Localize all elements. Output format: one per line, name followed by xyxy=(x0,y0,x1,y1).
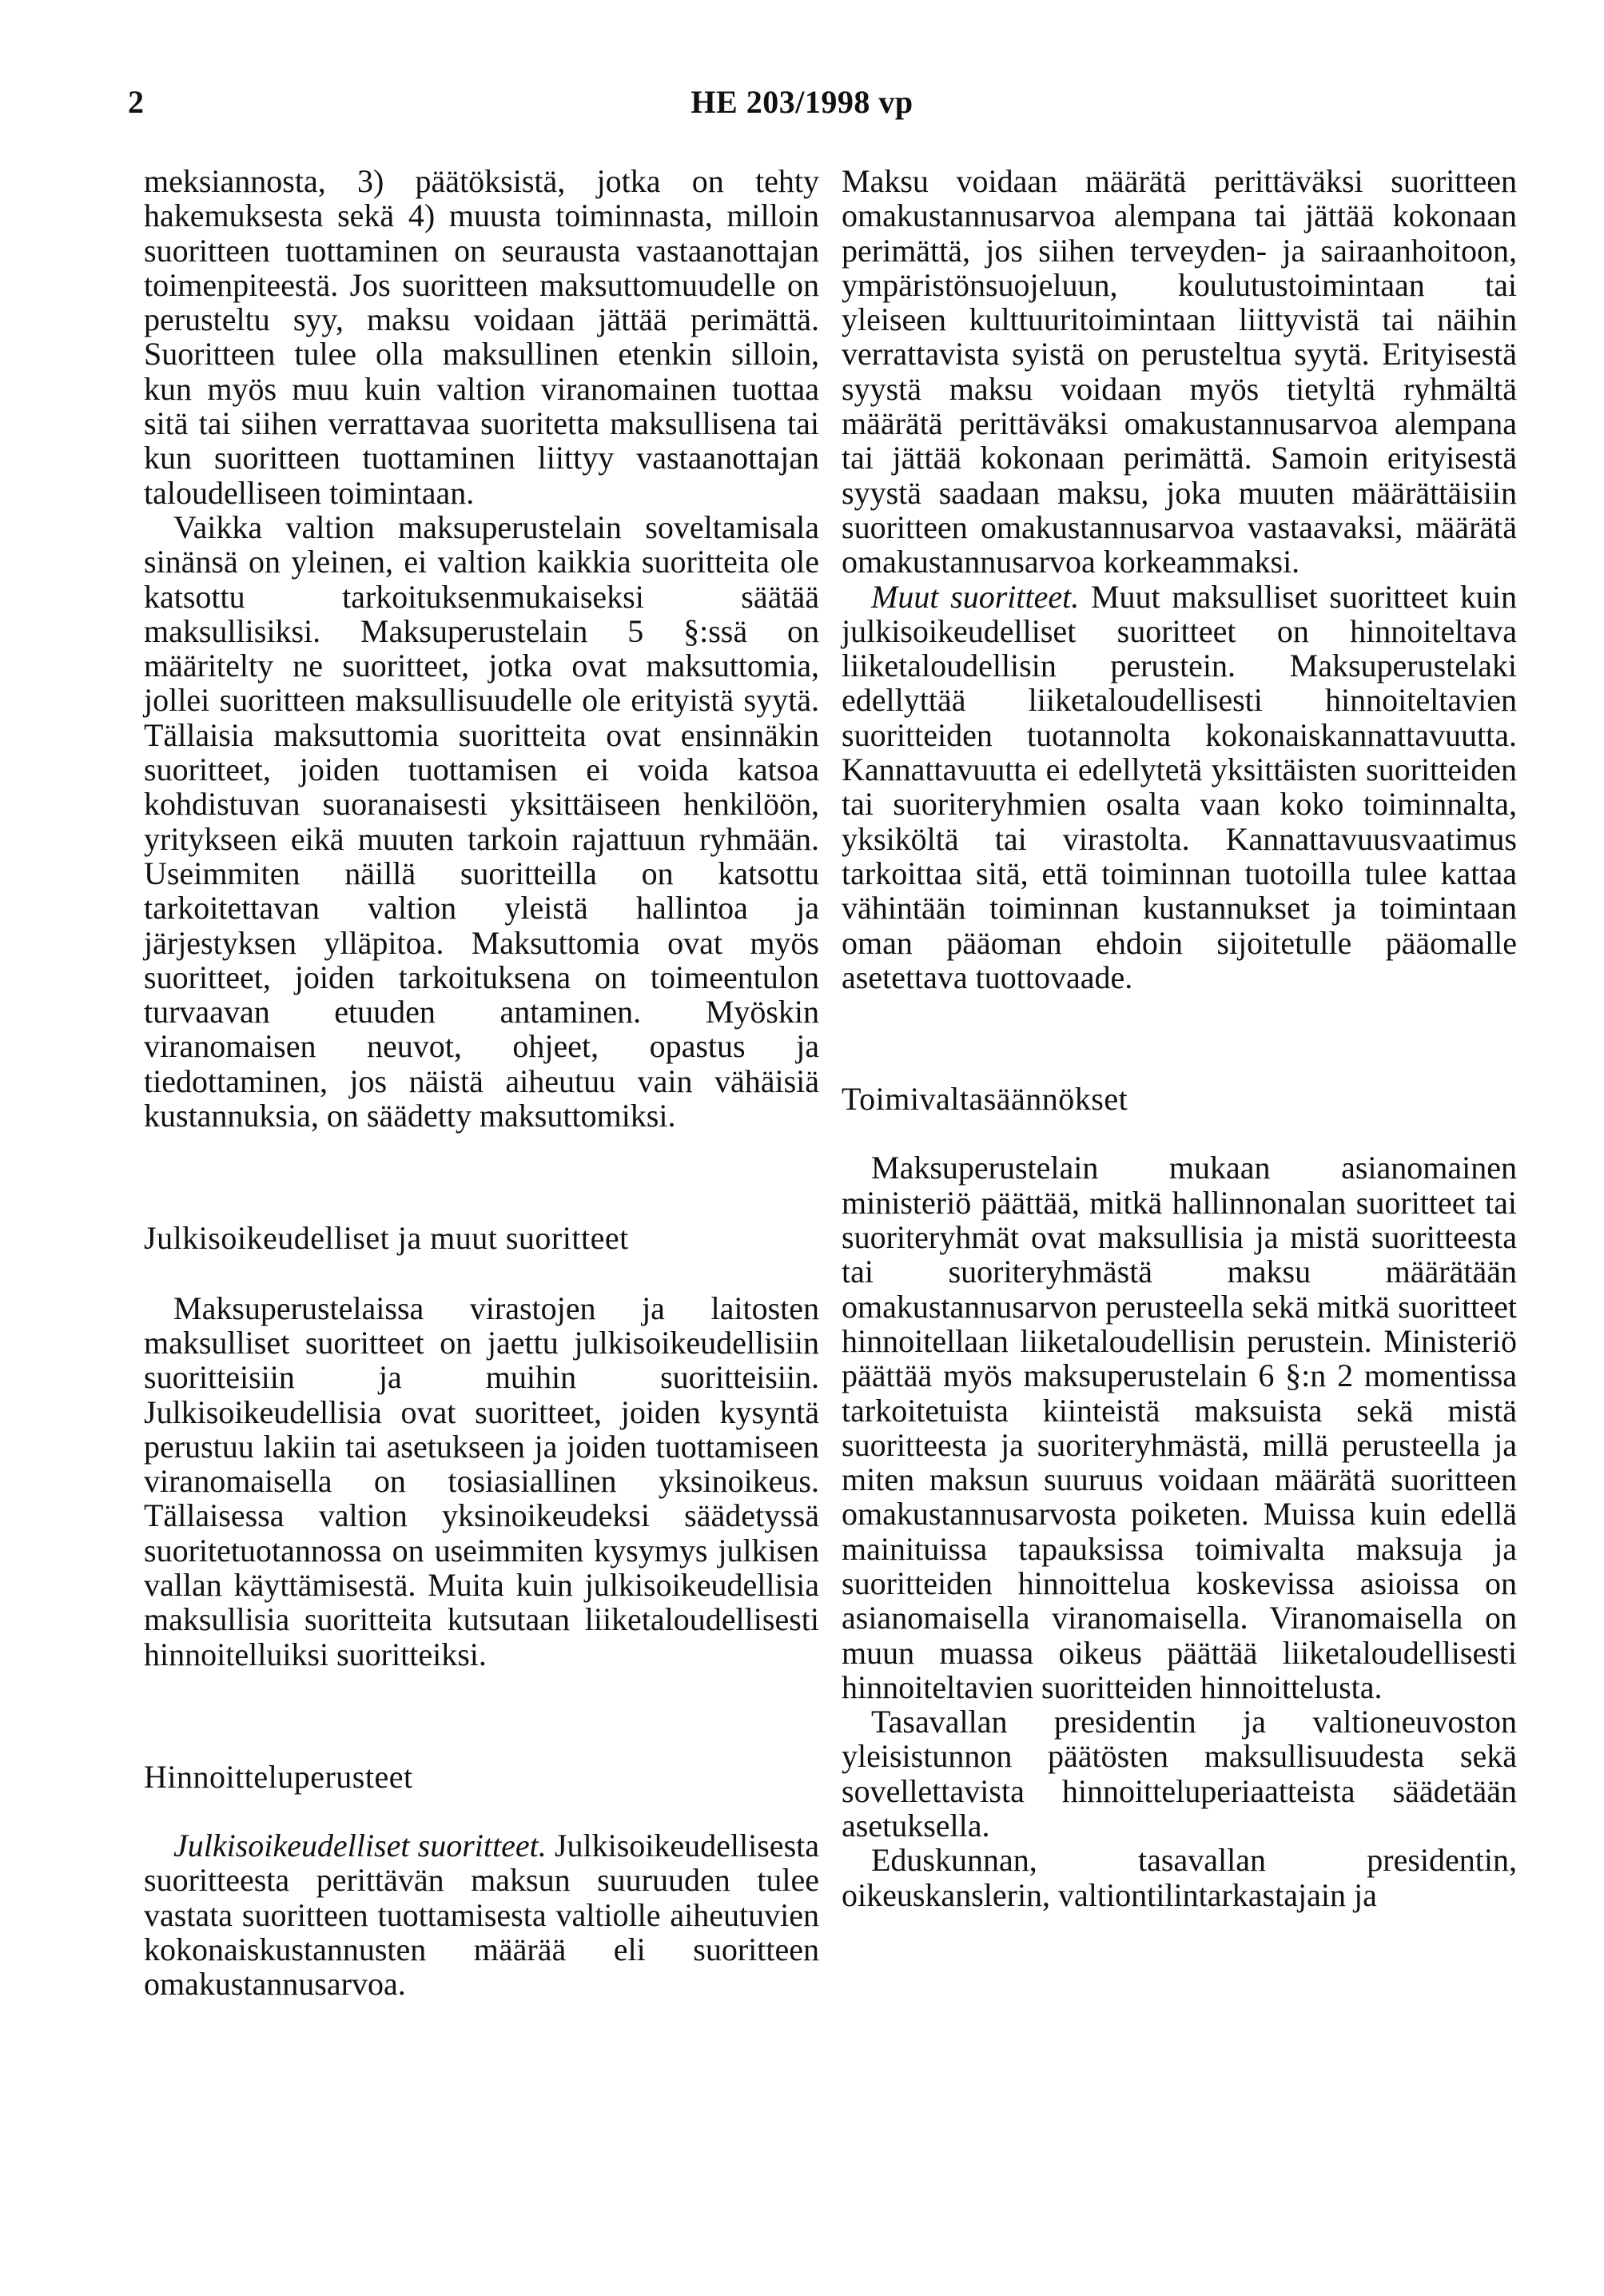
right-column xyxy=(842,164,1517,1912)
section-heading: Julkisoikeudelliset ja muut suoritteet xyxy=(144,1220,629,1257)
page-number: 2 xyxy=(128,84,144,120)
paragraph: Maksuperustelain mukaan asianomainen ministeriö päättää, mitkä hallinnonalan suoritteet tai suoriteryhmät ovat maksullisia ja mistä suoritteesta tai suoriteryhmästä maksu määrätään omakustannusarvon perusteella sekä mitkä suoritteet hinnoitellaan liiketaloudellisin perustein. Ministeriö päättää myös maksuperustelain 6 §:n 2 momentissa tarkoitetuista kiinteistä maksuista sekä mistä suoritteesta ja suoriteryhmästä, millä perusteella ja miten maksun suuruus voidaan määrätä suoritteen omakustannusarvosta poiketen. Muissa kuin edellä mainituissa tapauksissa toimivalta maksuja ja suoritteiden hinnoittelua koskevissa asioissa on asianomaisella viranomaisella. Viranomaisella on muun muassa oikeus päättää liiketaloudellisesti hinnoiteltavien suoritteiden hinnoittelusta. xyxy=(842,1150,1517,1705)
section-heading: Toimivaltasäännökset xyxy=(842,1081,1128,1118)
document-id: HE 203/1998 vp xyxy=(691,84,913,120)
left-column xyxy=(144,164,819,2002)
paragraph-text: Julkisoikeudellisesta suoritteesta perittävän maksun suuruuden tulee vastata suoritteen tuottamisesta valtiolle aiheutuvien kokonaiskustannusten määrää eli suoritteen omakustannusarvoa. xyxy=(144,1828,819,2003)
paragraph: Vaikka valtion maksuperustelain soveltamisala sinänsä on yleinen, ei valtion kaikkia suoritteita ole katsottu tarkoituksenmukaiseksi säätää maksullisiksi. Maksuperustelain 5 §:ssä on määritelty ne suoritteet, jotka ovat maksuttomia, jollei suoritteen maksullisuudelle ole erityistä syytä. Tällaisia maksuttomia suoritteita ovat ensinnäkin suoritteet, joiden tuottamisen ei voida katsoa kohdistuvan suoranaisesti yksittäiseen henkilöön, yritykseen eikä muuten tarkoin rajattuun ryhmään. Useimmiten näillä suoritteilla on katsottu tarkoitettavan valtion yleistä hallintoa ja järjestyksen ylläpitoa. Maksuttomia ovat myös suoritteet, joiden tarkoituksena on toimeentulon turvaavan etuuden antaminen. Myöskin viranomaisen neuvot, ohjeet, opastus ja tiedottaminen, jos näistä aiheutuu vain vähäisiä kustannuksia, on säädetty maksuttomiksi. xyxy=(144,508,819,1134)
paragraph: Tasavallan presidentin ja valtioneuvoston yleisistunnon päätösten maksullisuudesta sekä sovellettavista hinnoitteluperiaatteista säädetään asetuksella. xyxy=(842,1704,1517,1844)
paragraph: Maksuperustelaissa virastojen ja laitosten maksulliset suoritteet on jaettu julkisoikeudellisiin suoritteisiin ja muihin suoritteisiin. Julkisoikeudellisia ovat suoritteet, joiden kysyntä perustuu lakiin tai asetukseen ja joiden tuottamiseen viranomaisella on tosiasiallinen yksinoikeus. Tällaisessa valtion yksinoikeudeksi säädetyssä suoritetuotannossa on useimmiten kysymys julkisen vallan käyttämisestä. Muita kuin julkisoikeudellisia maksullisia suoritteita kutsutaan liiketaloudellisesti hinnoitelluiksi suoritteiksi. xyxy=(144,1290,819,1672)
section-heading: Hinnoitteluperusteet xyxy=(144,1758,413,1795)
paragraph: meksiannosta, 3) päätöksistä, jotka on tehty hakemuksesta sekä 4) muusta toiminnasta, milloin suoritteen tuottaminen on seurausta vastaanottajan toimenpiteestä. Jos suoritteen maksuttomuudelle on perusteltu syy, maksu voidaan jättää perimättä. Suoritteen tulee olla maksullinen etenkin silloin, kun myös muu kuin valtion viranomainen tuottaa sitä tai siihen verrattavaa suoritetta maksullisena tai kun suoritteen tuottaminen liittyy vastaanottajan taloudelliseen toimintaan. xyxy=(144,163,819,511)
paragraph-text: Muut maksulliset suoritteet kuin julkisoikeudelliset suoritteet on hinnoiteltava liiketaloudellisin perustein. Maksuperustelaki edellyttää liiketaloudellisesti hinnoiteltavien suoritteiden tuotannolta kokonaiskannattavuutta. Kannattavuutta ei edellytetä yksittäisten suoritteiden tai suoriteryhmien osalta vaan koko toiminnalta, yksiköltä tai virastolta. Kannattavuusvaatimus tarkoittaa sitä, että toiminnan tuotoilla tulee kattaa vähintään toiminnan kustannukset ja toimintaan oman pääoman ehdoin sijoitetulle pääomalle asetettava tuottovaade. xyxy=(842,578,1517,995)
italic-lead: Julkisoikeudelliset suoritteet. xyxy=(173,1828,547,1864)
paragraph xyxy=(144,1828,819,2001)
paragraph xyxy=(842,580,1517,995)
page-header xyxy=(0,83,1604,131)
paragraph: Maksu voidaan määrätä perittäväksi suoritteen omakustannusarvoa alempana tai jättää kokonaan perimättä, jos siihen terveyden- ja sairaanhoitoon, ympäristönsuojeluun, koulutustoimintaan tai yleiseen kulttuuritoimintaan liittyvistä tai näihin verrattavista syistä on perusteltua syytä. Erityisestä syystä maksu voidaan myös tietyltä ryhmältä määrätä perittäväksi omakustannusarvoa alempana tai jättää kokonaan perimättä. Samoin erityisestä syystä saadaan maksu, joka muuten määrättäisiin suoritteen omakustannusarvoa vastaavaksi, määrätä omakustannusarvoa korkeammaksi. xyxy=(842,163,1517,580)
paragraph: Eduskunnan, tasavallan presidentin, oikeuskanslerin, valtiontilintarkastajain ja xyxy=(842,1842,1517,1913)
italic-lead: Muut suoritteet. xyxy=(871,578,1080,615)
